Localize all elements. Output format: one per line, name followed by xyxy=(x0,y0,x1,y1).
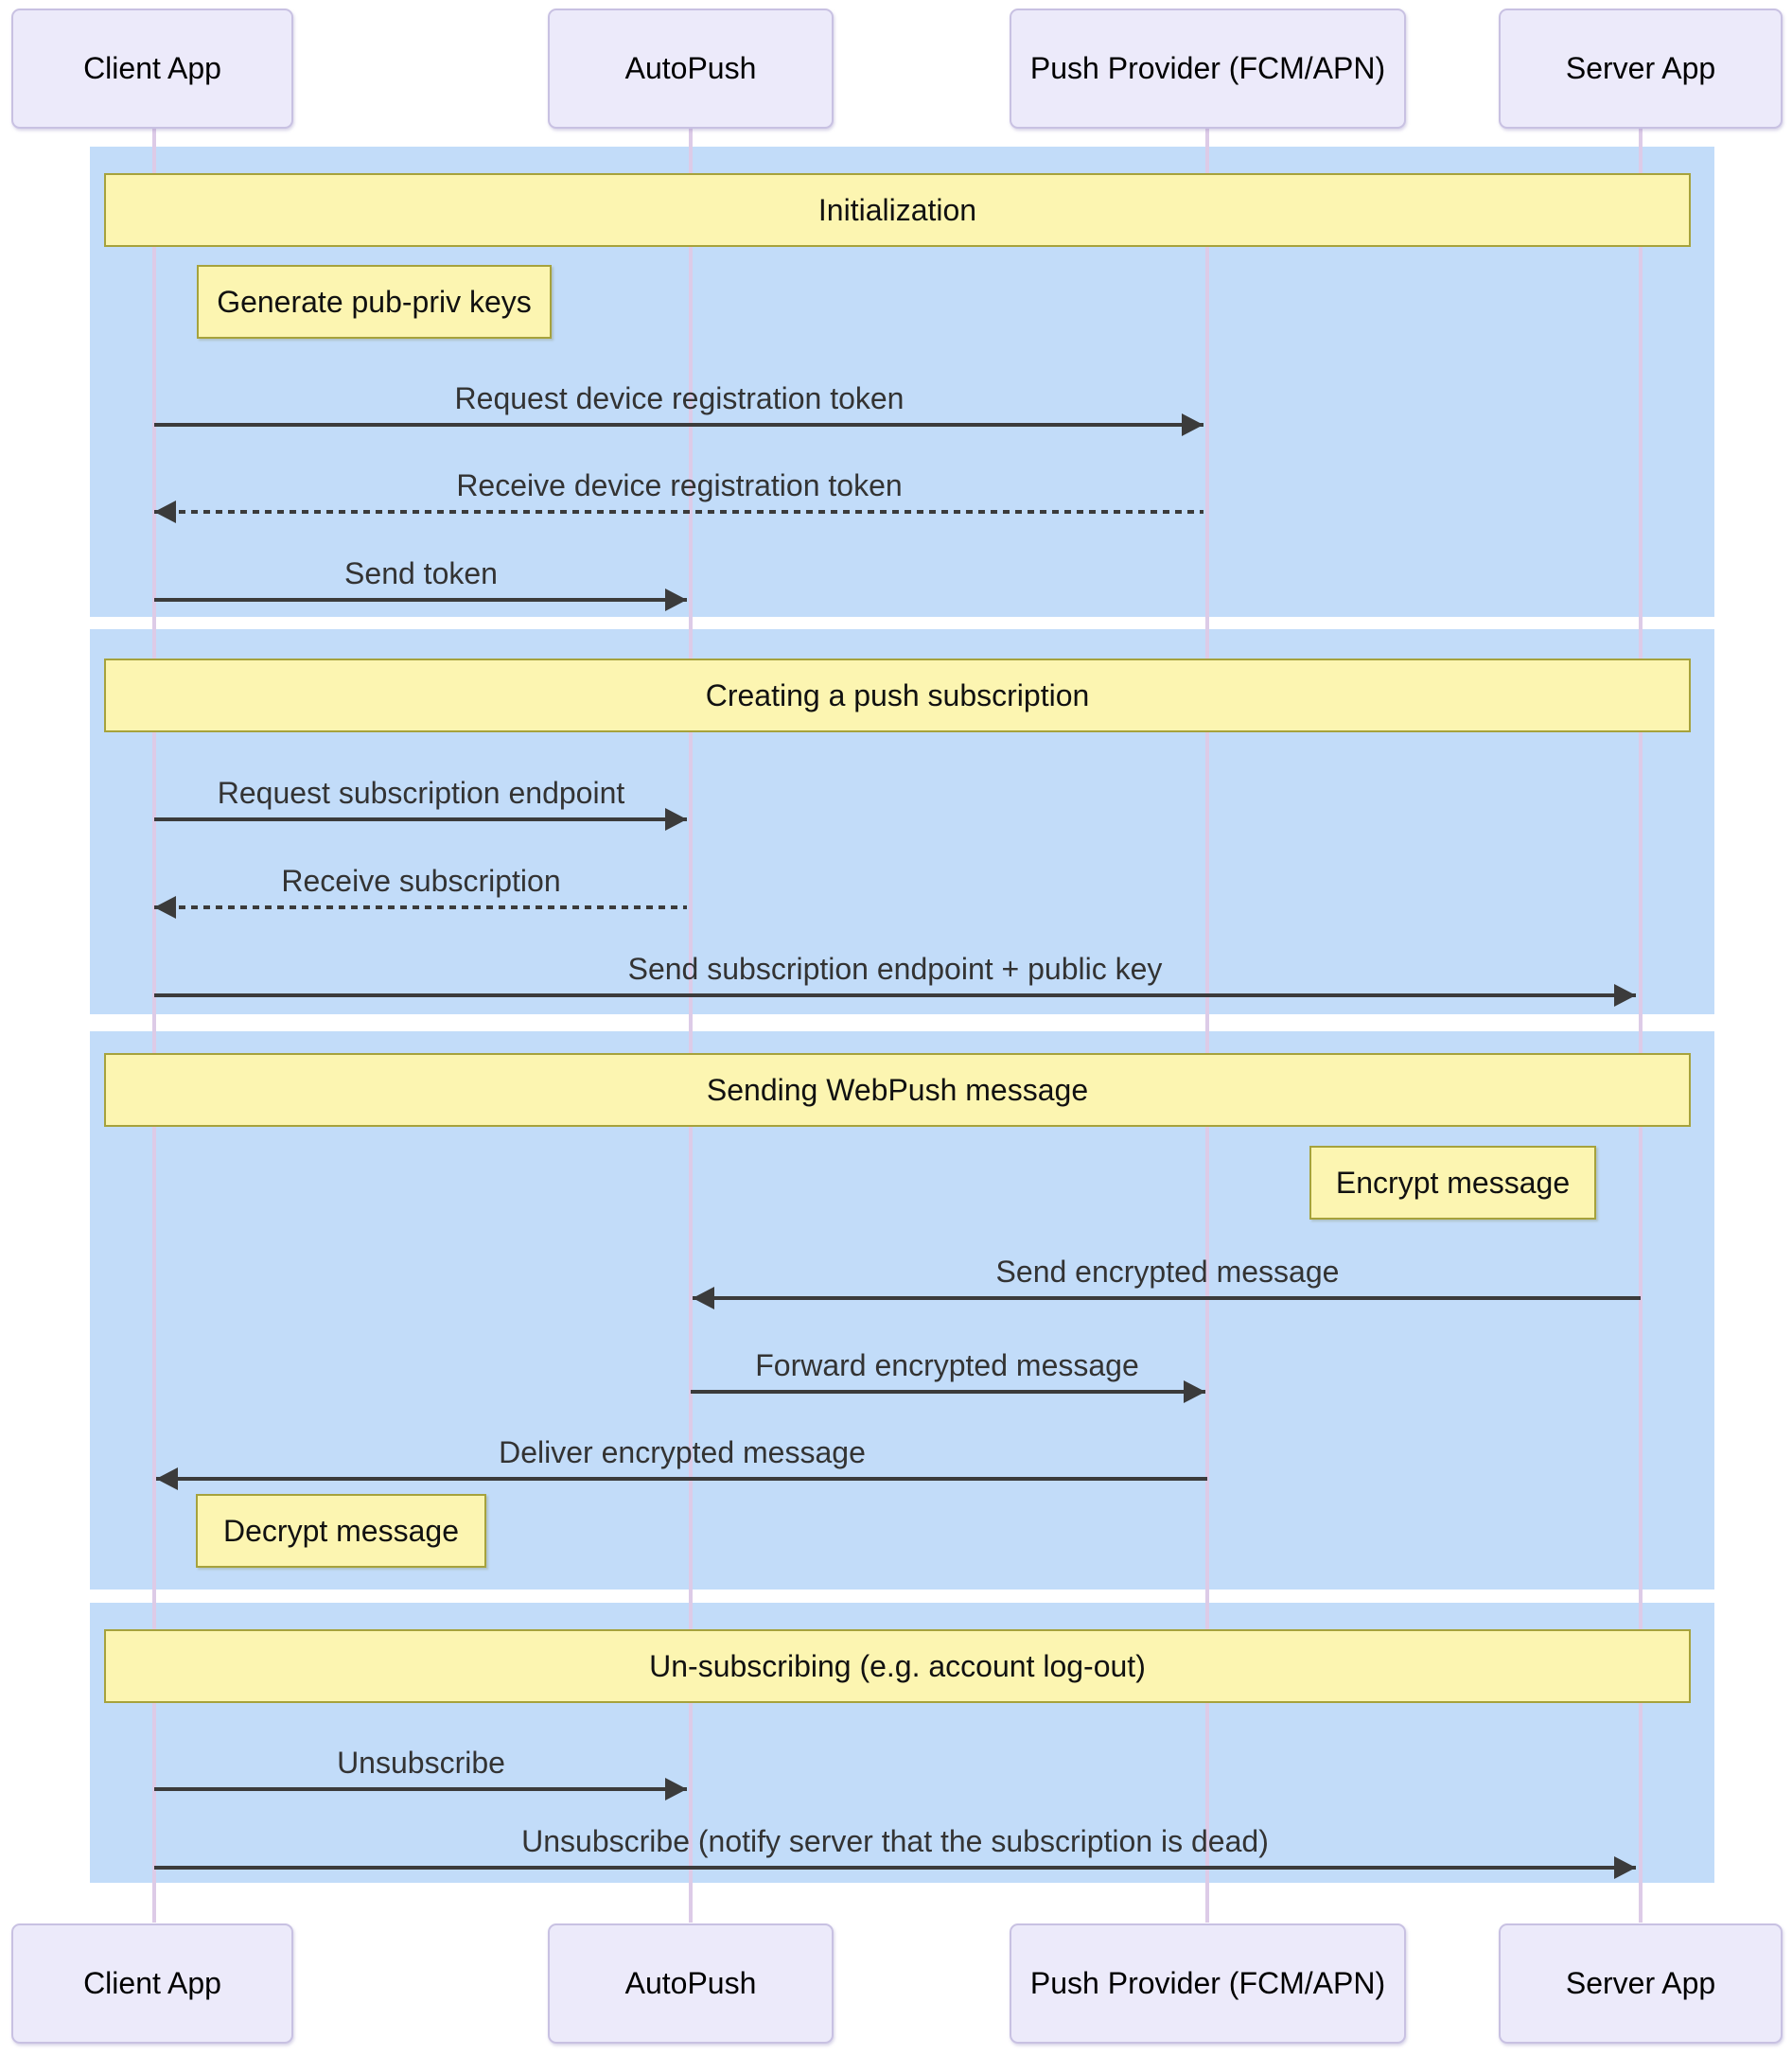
actor-push-provider-bottom xyxy=(1010,1923,1406,2044)
message-arrow xyxy=(154,1866,1636,1870)
section-title: Initialization xyxy=(817,192,977,227)
actor-label: Push Provider (FCM/APN) xyxy=(1029,1966,1386,2000)
arrowhead-left-icon xyxy=(693,1287,714,1309)
message-label: Receive device registration token xyxy=(456,468,903,502)
message-arrow xyxy=(154,817,687,821)
actor-label: Push Provider (FCM/APN) xyxy=(1029,51,1386,85)
section-header-initialization xyxy=(104,173,1691,247)
message-arrow xyxy=(154,993,1636,997)
note-encrypt-message xyxy=(1309,1146,1596,1220)
note-text: Generate pub-priv keys xyxy=(217,284,532,319)
arrowhead-right-icon xyxy=(665,1778,687,1800)
actor-label: Client App xyxy=(83,1966,221,2000)
note-decrypt-message xyxy=(196,1494,486,1568)
arrowhead-right-icon xyxy=(1182,413,1203,436)
arrowhead-left-icon xyxy=(154,501,176,523)
arrowhead-right-icon xyxy=(1614,984,1636,1007)
message-arrow xyxy=(154,1787,687,1791)
actor-label: Server App xyxy=(1565,51,1716,85)
arrowhead-right-icon xyxy=(665,588,687,611)
arrowhead-right-icon xyxy=(1184,1380,1205,1403)
actor-autopush-top xyxy=(548,9,834,129)
actor-label: AutoPush xyxy=(624,1966,757,2000)
message-arrow xyxy=(691,1390,1205,1394)
arrowhead-right-icon xyxy=(665,808,687,831)
message-label: Unsubscribe (notify server that the subscription is dead) xyxy=(521,1824,1269,1858)
section-title: Creating a push subscription xyxy=(705,677,1090,712)
actor-server-app-top xyxy=(1499,9,1783,129)
message-label: Request device registration token xyxy=(454,381,905,415)
section-title: Sending WebPush message xyxy=(706,1072,1089,1107)
message-arrow xyxy=(154,598,687,602)
actor-server-app-bottom xyxy=(1499,1923,1783,2044)
actor-client-app-bottom xyxy=(11,1923,293,2044)
section-title: Un-subscribing (e.g. account log-out) xyxy=(649,1648,1146,1683)
message-arrow xyxy=(154,510,1203,514)
message-arrow xyxy=(154,423,1203,427)
message-label: Receive subscription xyxy=(281,864,561,898)
section-header-creating-subscription xyxy=(104,659,1691,732)
message-label: Send encrypted message xyxy=(995,1255,1340,1289)
arrowhead-right-icon xyxy=(1614,1856,1636,1879)
message-label: Send subscription endpoint + public key xyxy=(627,952,1163,986)
arrowhead-left-icon xyxy=(156,1467,178,1490)
section-header-sending-webpush xyxy=(104,1053,1691,1127)
section-header-unsubscribing xyxy=(104,1629,1691,1703)
actor-autopush-bottom xyxy=(548,1923,834,2044)
message-label: Send token xyxy=(344,556,498,590)
actor-label: AutoPush xyxy=(624,51,757,85)
message-label: Forward encrypted message xyxy=(755,1348,1139,1382)
message-arrow xyxy=(154,905,687,909)
message-arrow xyxy=(693,1296,1641,1300)
actor-label: Server App xyxy=(1565,1966,1716,2000)
message-label: Request subscription endpoint xyxy=(217,776,625,810)
note-generate-pub-priv-keys xyxy=(197,265,552,339)
message-arrow xyxy=(156,1477,1207,1481)
actor-push-provider-top xyxy=(1010,9,1406,129)
message-label: Unsubscribe xyxy=(337,1746,505,1780)
message-label: Deliver encrypted message xyxy=(499,1435,866,1469)
actor-label: Client App xyxy=(83,51,221,85)
arrowhead-left-icon xyxy=(154,896,176,919)
note-text: Encrypt message xyxy=(1335,1165,1571,1200)
actor-client-app-top xyxy=(11,9,293,129)
note-text: Decrypt message xyxy=(223,1513,459,1548)
